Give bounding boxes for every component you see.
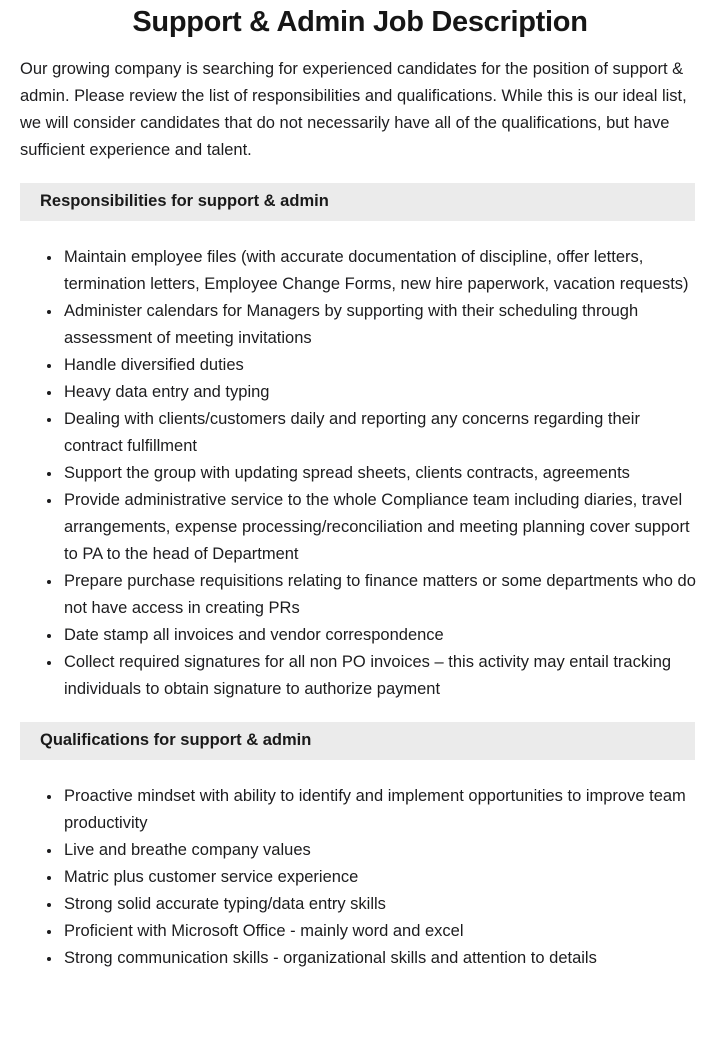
list-item: • Maintain employee files (with accurate documentation of discipline, offer letters, termination letters, Employee Change Forms, new hire paperwork, vacation requests) (62, 244, 700, 298)
list-item: • Matric plus customer service experience (62, 864, 700, 891)
list-item: • Prepare purchase requisitions relating to finance matters or some departments who do not have access in creating PRs (62, 568, 700, 622)
list-item: • Strong solid accurate typing/data entry skills (62, 891, 700, 918)
list-item: • Dealing with clients/customers daily and reporting any concerns regarding their contract fulfillment (62, 406, 700, 460)
list-item: • Proficient with Microsoft Office - mainly word and excel (62, 918, 700, 945)
intro-paragraph: Our growing company is searching for experienced candidates for the position of support & admin. Please review the list of responsibilities and qualifications. While this is our ideal list, we will consider candidates that do not necessarily have all of the qualifications, but have sufficient experience and talent. (20, 60, 687, 159)
section-responsibilities (20, 183, 700, 703)
section-heading: Responsibilities for support & admin (20, 183, 695, 221)
list-item: • Proactive mindset with ability to identify and implement opportunities to improve team productivity (62, 783, 700, 837)
qualifications-list (20, 783, 700, 972)
section-qualifications (20, 722, 700, 972)
page-title: Support & Admin Job Description (132, 6, 588, 38)
list-item: • Heavy data entry and typing (62, 379, 700, 406)
responsibilities-list (20, 244, 700, 703)
list-item: • Date stamp all invoices and vendor correspondence (62, 622, 700, 649)
list-item: • Handle diversified duties (62, 352, 700, 379)
section-heading: Qualifications for support & admin (20, 722, 695, 760)
list-item: • Strong communication skills - organizational skills and attention to details (62, 945, 700, 972)
list-item: • Live and breathe company values (62, 837, 700, 864)
list-item: • Support the group with updating spread sheets, clients contracts, agreements (62, 460, 700, 487)
list-item: • Collect required signatures for all non PO invoices – this activity may entail tracking individuals to obtain signature to authorize payment (62, 649, 700, 703)
list-item: • Provide administrative service to the whole Compliance team including diaries, travel arrangements, expense processing/reconciliation and meeting planning cover support to PA to the head of Department (62, 487, 700, 568)
list-item: • Administer calendars for Managers by supporting with their scheduling through assessment of meeting invitations (62, 298, 700, 352)
